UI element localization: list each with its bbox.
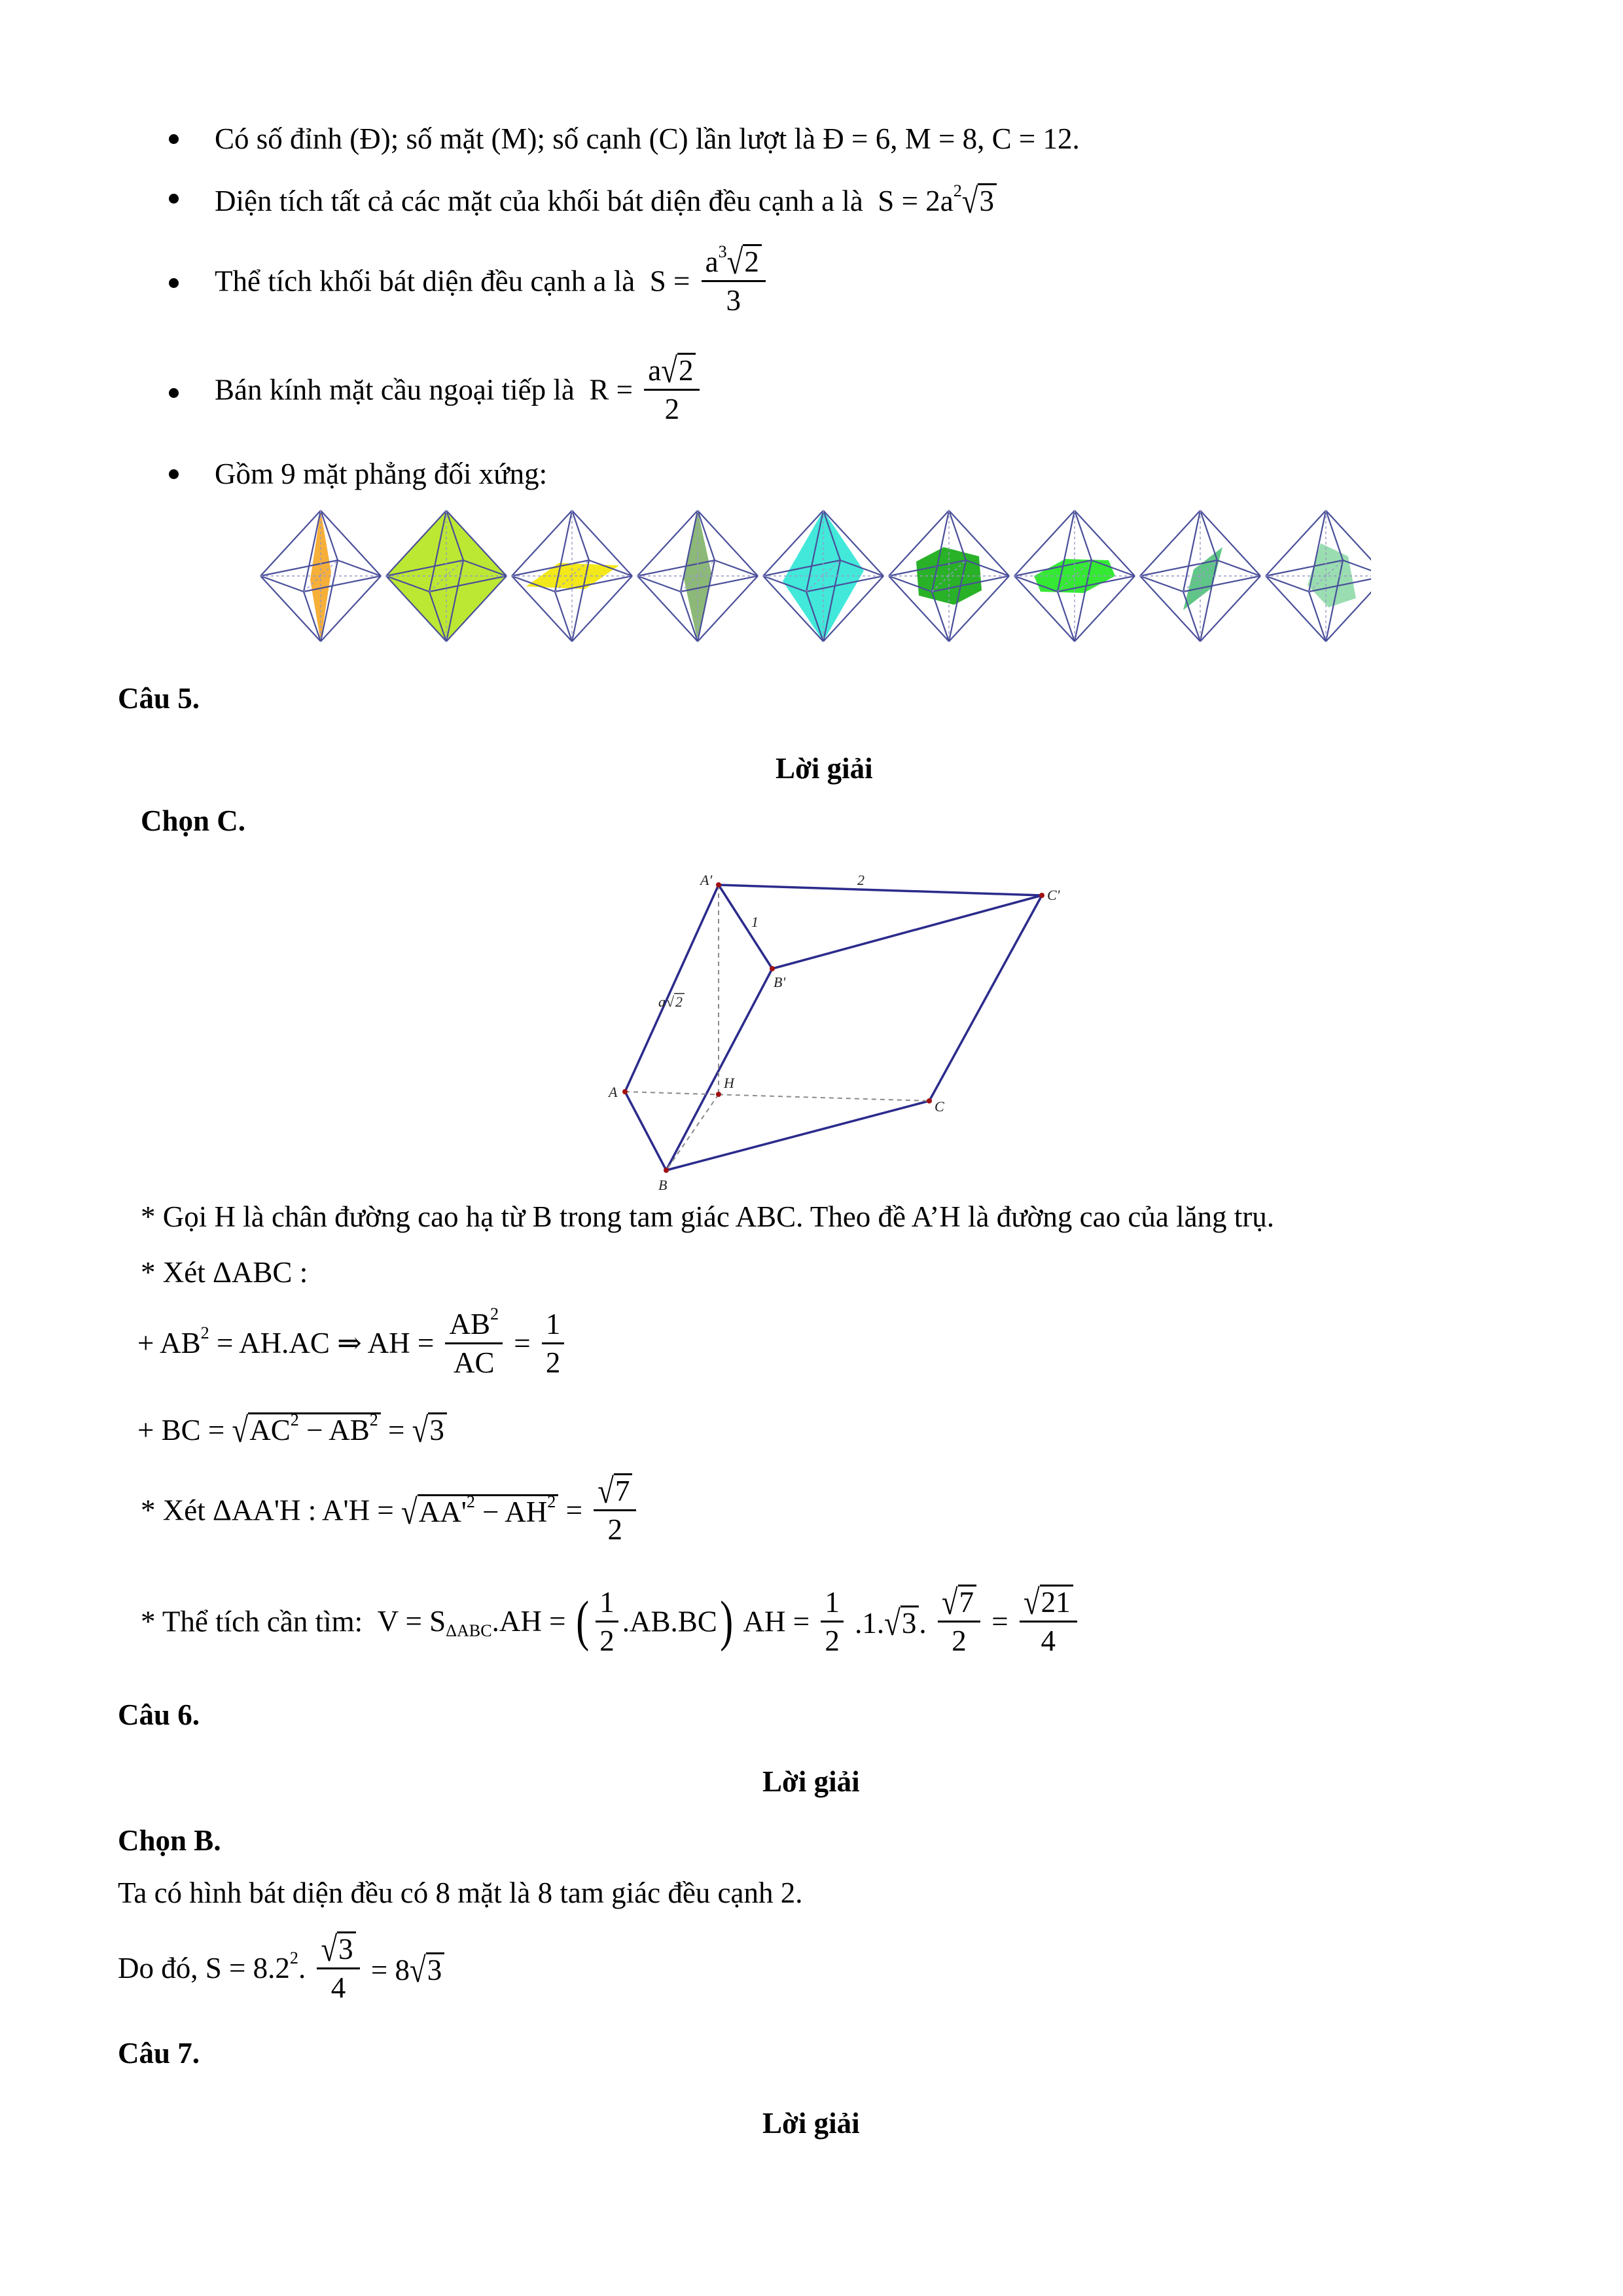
octahedron-figure [260,511,381,641]
edge-bc [666,1101,929,1170]
q5-eq-bc: + BC = $√AC^2 - AB^2 = √3$ [137,1412,447,1445]
q5-solution-heading: Lời giải [776,752,873,785]
octahedron-figure [1014,511,1135,641]
bullet-symmetry-planes: Gồm 9 mặt phẳng đối xứng: [215,457,548,490]
octahedron-figure [386,511,507,641]
bullet-dot [169,134,179,144]
octahedron-figure [889,511,1009,641]
label-a: A [609,1084,618,1100]
svg-text:√: √ [666,994,675,1010]
q6-title: Câu 6. [118,1698,200,1731]
octahedron-figure [637,511,758,641]
q5-choice: Chọn C. [141,804,246,837]
label-edge-1: 1 [751,914,758,930]
edge-ac-hidden [625,1092,929,1101]
octahedron-figure [1266,511,1371,641]
label-edge-rad: 2 [675,994,683,1010]
edge-ab [625,1092,666,1170]
edge-a1b1 [719,885,772,969]
label-c: C [935,1098,944,1115]
bullet-dot [169,469,179,479]
octahedron-figure [763,511,883,641]
label-b1: B' [774,974,786,990]
q6-eq-surface: Do đó, $S = 8.2^2$. $\frac{√3}{4}$ = 8√3 [118,1931,444,2007]
q6-line-faces: Ta có hình bát diện đều có 8 mặt là 8 tam giác đều cạnh 2. [118,1876,803,1909]
label-edge-2: 2 [857,872,865,888]
bullet-vertices-faces-edges: Có số đỉnh (Đ); số mặt (M); số cạnh (C) lần lượt là Đ = 6, M = 8, C = 12. [215,122,1080,155]
octahedron-figure [1140,511,1260,641]
bullet-dot [169,278,179,288]
label-b: B [658,1177,668,1193]
label-c1: C' [1047,887,1060,903]
q5-line-consider-abc: * Xét ΔABC : [141,1256,308,1289]
label-h: H [724,1075,734,1091]
edge-a1c1 [719,885,1042,895]
bullet-circumradius: Bán kính mặt cầu ngoại tiếp là R = $\frac{a√2}{2}$ [215,352,704,428]
q6-choice: Chọn B. [118,1824,221,1857]
edge-c1c [929,895,1042,1101]
prism-diagram [602,857,1073,1198]
q7-solution-heading: Lời giải [762,2107,860,2140]
radius-fraction: $\frac{a√2}{2}$ [644,352,700,428]
q6-solution-heading: Lời giải [762,1765,860,1798]
bullet-surface-area: Diện tích tất cả các mặt của khối bát diện đều cạnh a là $S = 2a^2√3$ [215,183,997,216]
octahedron-figure [512,511,632,641]
q5-eq-ah: + $AB^2 = AH.AC$ ⇒ AH = $\frac{AB^2}{AC}$ = $\frac{1}{2}$ [137,1306,568,1382]
volume-fraction: $\frac{a^3√2}{3}$ [702,243,766,319]
q7-title: Câu 7. [118,2037,200,2070]
label-edge-a: a [658,994,666,1010]
q5-title: Câu 5. [118,682,200,715]
bullet-volume: Thể tích khối bát diện đều cạnh a là S = $\frac{a^3√2}{3}$ [215,243,770,319]
q5-eq-a1h: * Xét ΔAA'H : $A'H = √AA'^2 - AH^2$ = $\frac{√7}{2}$ [141,1473,640,1549]
edge-b1c1 [772,895,1042,969]
octahedra-symmetry-figure [259,504,1371,648]
edge-a1a [625,885,719,1092]
bullet-dot [169,388,179,398]
q5-eq-volume: * Thể tích cần tìm: $V = S_{\Delta ABC}.AH$ = ( $\frac{1}{2}$ .AB.BC) AH = $\frac{1}{2}$ .1.√3. $\frac{√7}{2}$ = $\frac{√21}{4}$ [141,1584,1081,1660]
label-a1: A' [700,872,713,888]
q5-line-foot-of-altitude: * Gọi H là chân đường cao hạ từ B trong tam giác ABC. Theo đề A’H là đường cao của lăng trụ. [141,1200,1275,1233]
bullet-dot [169,194,179,204]
